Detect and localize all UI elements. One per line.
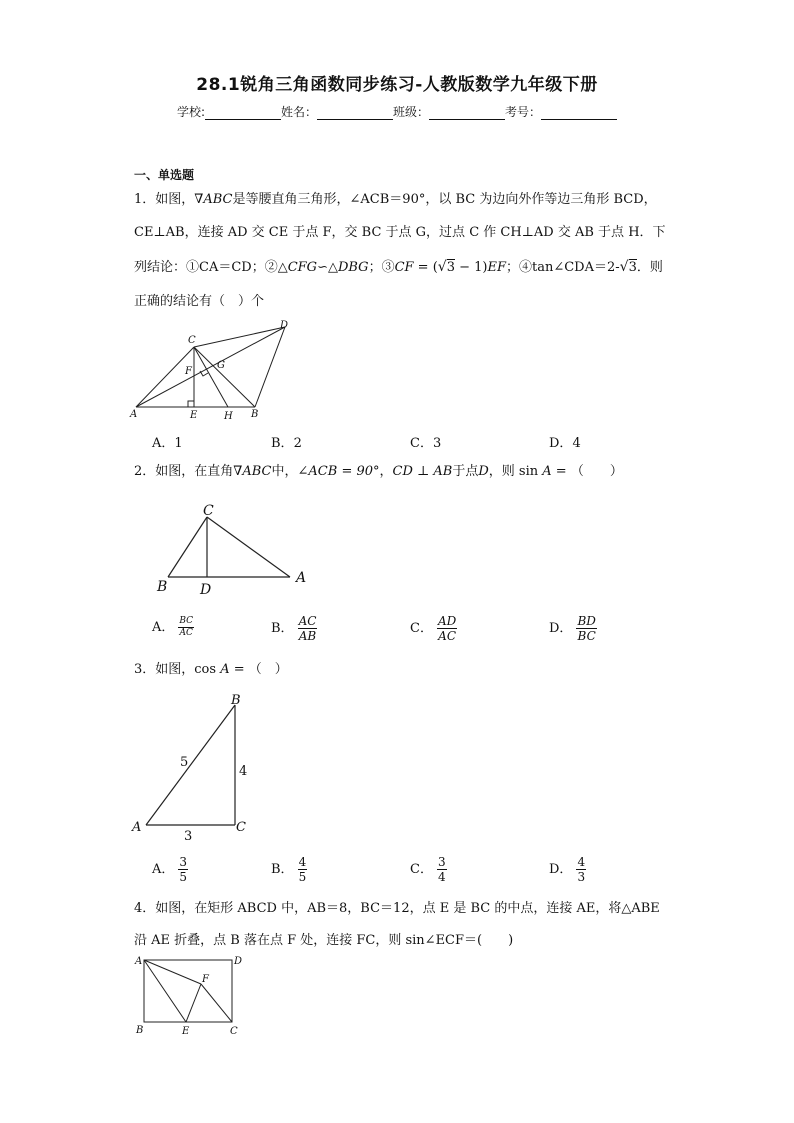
label-A: A bbox=[132, 820, 142, 835]
segment-AC bbox=[136, 347, 194, 407]
q1-text: ；④tan∠CDA＝2- bbox=[506, 260, 620, 275]
option-key: B． bbox=[271, 436, 294, 451]
label-C: C bbox=[188, 335, 196, 346]
q4-figure bbox=[128, 952, 258, 1042]
label-C: C bbox=[203, 503, 214, 519]
label-B: B bbox=[231, 693, 241, 708]
page-title: 28.1锐角三角函数同步练习-人教版数学九年级下册 bbox=[196, 75, 598, 95]
fraction-numerator: AC bbox=[298, 614, 317, 628]
fraction bbox=[178, 855, 188, 884]
label-B: B bbox=[136, 1025, 144, 1036]
q2-number: 2． bbox=[134, 464, 156, 479]
q3-option-d[interactable] bbox=[549, 855, 586, 884]
q1-text: 列结论：①CA＝CD；② bbox=[134, 260, 278, 275]
q1-text: 如图， bbox=[155, 192, 195, 207]
label-A: A bbox=[130, 409, 138, 420]
q1-line4: 正确的结论有（ ）个 bbox=[134, 294, 265, 309]
q2-figure bbox=[150, 500, 320, 600]
q4-text: 如图，在矩形 ABCD 中，AB＝8，BC＝12，点 E 是 BC 的中点，连接 AE，将△ABE bbox=[155, 901, 660, 916]
option-key: C． bbox=[410, 621, 433, 636]
q4-line2: 沿 AE 折叠，点 B 落在点 F 处，连接 FC，则 sin∠ECF＝( ) bbox=[134, 933, 514, 948]
q1-line2: CE⊥AB，连接 AD 交 CE 于点 F，交 BC 于点 G，过点 C 作 CH⊥AD 交 AB 于点 H．下 bbox=[134, 225, 666, 240]
fraction bbox=[437, 614, 457, 643]
segment-FC bbox=[201, 984, 232, 1022]
q3-text: = （ ） bbox=[229, 662, 288, 677]
q1-option-b[interactable] bbox=[271, 432, 302, 451]
fraction bbox=[576, 855, 586, 884]
fraction bbox=[298, 614, 318, 643]
fraction bbox=[576, 614, 596, 643]
option-key: A． bbox=[152, 620, 175, 635]
school-label: 学校: bbox=[176, 105, 205, 119]
label-A: A bbox=[296, 570, 307, 586]
option-text: 1 bbox=[174, 436, 183, 451]
fraction-numerator: 3 bbox=[437, 855, 446, 869]
label-B: B bbox=[157, 579, 168, 595]
fraction-denominator: AC bbox=[179, 628, 193, 638]
name-label: 姓名： bbox=[281, 105, 318, 119]
option-key: A． bbox=[152, 862, 175, 877]
q2-option-c[interactable] bbox=[410, 614, 457, 643]
label-G: G bbox=[217, 360, 225, 371]
option-key: D． bbox=[549, 862, 573, 877]
segment-CB bbox=[194, 347, 255, 407]
class-blank bbox=[429, 107, 505, 120]
segment-AB bbox=[146, 705, 235, 825]
q2-option-a[interactable] bbox=[152, 616, 194, 639]
q2-perp: CD ⊥ AB bbox=[392, 464, 453, 479]
q2-var-a: A bbox=[542, 464, 552, 479]
segment-BC bbox=[168, 517, 207, 577]
class-label: 班级： bbox=[393, 105, 430, 119]
q1-option-d[interactable] bbox=[549, 432, 581, 451]
q1-triangle: ∇ABC bbox=[194, 192, 233, 207]
q2-stem bbox=[134, 463, 623, 481]
exam-no-blank bbox=[541, 107, 617, 120]
q3-text: 如图，cos bbox=[155, 662, 221, 677]
fraction-denominator: AC bbox=[438, 629, 457, 643]
fraction-denominator: 3 bbox=[577, 870, 586, 884]
q1-text: 是等腰直角三角形，∠ACB＝90°，以 BC 为边向外作等边三角形 BCD， bbox=[232, 192, 657, 207]
fraction bbox=[298, 855, 308, 884]
q2-text: ， bbox=[379, 464, 393, 479]
fraction-numerator: BC bbox=[179, 616, 194, 626]
option-key: A． bbox=[152, 436, 175, 451]
q1-line1 bbox=[134, 191, 657, 209]
label-D: D bbox=[280, 320, 289, 331]
q1-cf: CF bbox=[394, 260, 414, 275]
fraction-denominator: 5 bbox=[298, 870, 307, 884]
q1-ef: EF bbox=[487, 260, 506, 275]
option-text: 4 bbox=[572, 436, 581, 451]
option-key: B． bbox=[271, 621, 294, 636]
fraction-denominator: BC bbox=[577, 629, 596, 643]
option-text: 3 bbox=[432, 436, 442, 451]
q2-text: 于点 bbox=[452, 464, 479, 479]
q1-sqrt-value: 3 bbox=[628, 260, 637, 275]
fraction-numerator: 3 bbox=[179, 855, 188, 869]
q3-number: 3． bbox=[134, 662, 156, 677]
q1-text: − 1) bbox=[454, 260, 488, 275]
option-key: D． bbox=[549, 621, 573, 636]
q2-text: = （ ） bbox=[551, 464, 623, 479]
fraction-numerator: 4 bbox=[577, 855, 586, 869]
q3-option-c[interactable] bbox=[410, 855, 447, 884]
exam-no-label: 考号： bbox=[505, 105, 542, 119]
label-B: B bbox=[251, 409, 259, 420]
q1-line3 bbox=[134, 258, 663, 277]
q1-figure bbox=[128, 318, 298, 424]
label-H: H bbox=[224, 411, 233, 422]
q1-text: ．则 bbox=[636, 260, 663, 275]
q2-angle: ∠ACB = 90° bbox=[297, 464, 380, 479]
label-A: A bbox=[135, 956, 143, 967]
side-length-4: 4 bbox=[239, 764, 248, 779]
label-D: D bbox=[234, 956, 243, 967]
name-blank bbox=[317, 107, 393, 120]
label-F: F bbox=[202, 974, 209, 985]
q2-point-d: D bbox=[478, 464, 489, 479]
option-key: C． bbox=[410, 862, 433, 877]
fraction bbox=[437, 855, 447, 884]
option-key: B． bbox=[271, 862, 294, 877]
section-title: 一、单选题 bbox=[134, 168, 195, 182]
fraction-numerator: 4 bbox=[298, 855, 307, 869]
segment-CA bbox=[207, 517, 290, 577]
rectangle-ABCD bbox=[144, 960, 232, 1022]
q3-stem bbox=[134, 661, 288, 679]
q2-triangle: ∇ABC bbox=[233, 464, 272, 479]
q1-text: ；③ bbox=[368, 260, 395, 275]
q1-sqrt-value: 3 bbox=[446, 260, 455, 275]
q3-option-b[interactable] bbox=[271, 855, 307, 884]
q1-text: = ( bbox=[413, 260, 438, 275]
label-F: F bbox=[185, 366, 192, 377]
fraction-denominator: 5 bbox=[179, 870, 188, 884]
q2-option-b[interactable] bbox=[271, 614, 317, 643]
q3-option-a[interactable] bbox=[152, 855, 188, 884]
fraction-numerator: AD bbox=[437, 614, 457, 628]
q2-option-d[interactable] bbox=[549, 614, 597, 643]
q4-number: 4． bbox=[134, 901, 156, 916]
segment-CD bbox=[194, 327, 285, 347]
school-blank bbox=[205, 107, 281, 120]
q1-number: 1． bbox=[134, 192, 156, 207]
side-length-5: 5 bbox=[180, 755, 189, 770]
q1-option-c[interactable] bbox=[410, 432, 441, 451]
label-C: C bbox=[230, 1026, 238, 1037]
sqrt-icon: √ bbox=[619, 259, 629, 275]
q2-text: 如图，在直角 bbox=[155, 464, 234, 479]
side-length-3: 3 bbox=[184, 829, 193, 844]
q1-option-a[interactable] bbox=[152, 432, 183, 451]
fraction-denominator: 4 bbox=[437, 870, 446, 884]
option-key: D． bbox=[549, 436, 573, 451]
q2-text: 中， bbox=[271, 464, 298, 479]
label-E: E bbox=[190, 410, 198, 421]
segment-AD bbox=[136, 327, 285, 407]
label-E: E bbox=[182, 1026, 190, 1037]
q3-figure bbox=[128, 688, 268, 848]
q3-var-a: A bbox=[220, 662, 230, 677]
right-angle-mark-E bbox=[188, 401, 194, 407]
option-text: 2 bbox=[293, 436, 302, 451]
q1-similar: △CFG∽△DBG bbox=[277, 260, 369, 275]
label-C: C bbox=[236, 820, 246, 835]
student-info-line bbox=[0, 103, 794, 120]
sqrt-icon: √ bbox=[437, 259, 447, 275]
q4-line1 bbox=[134, 900, 660, 918]
fraction-numerator: BD bbox=[577, 614, 596, 628]
segment-EF bbox=[186, 984, 201, 1022]
fraction bbox=[178, 616, 194, 639]
segment-DB bbox=[255, 327, 285, 407]
segment-CH bbox=[194, 347, 228, 407]
option-key: C． bbox=[410, 436, 433, 451]
label-D: D bbox=[200, 582, 212, 598]
q2-text: ，则 sin bbox=[488, 464, 543, 479]
fraction-denominator: AB bbox=[298, 629, 317, 643]
